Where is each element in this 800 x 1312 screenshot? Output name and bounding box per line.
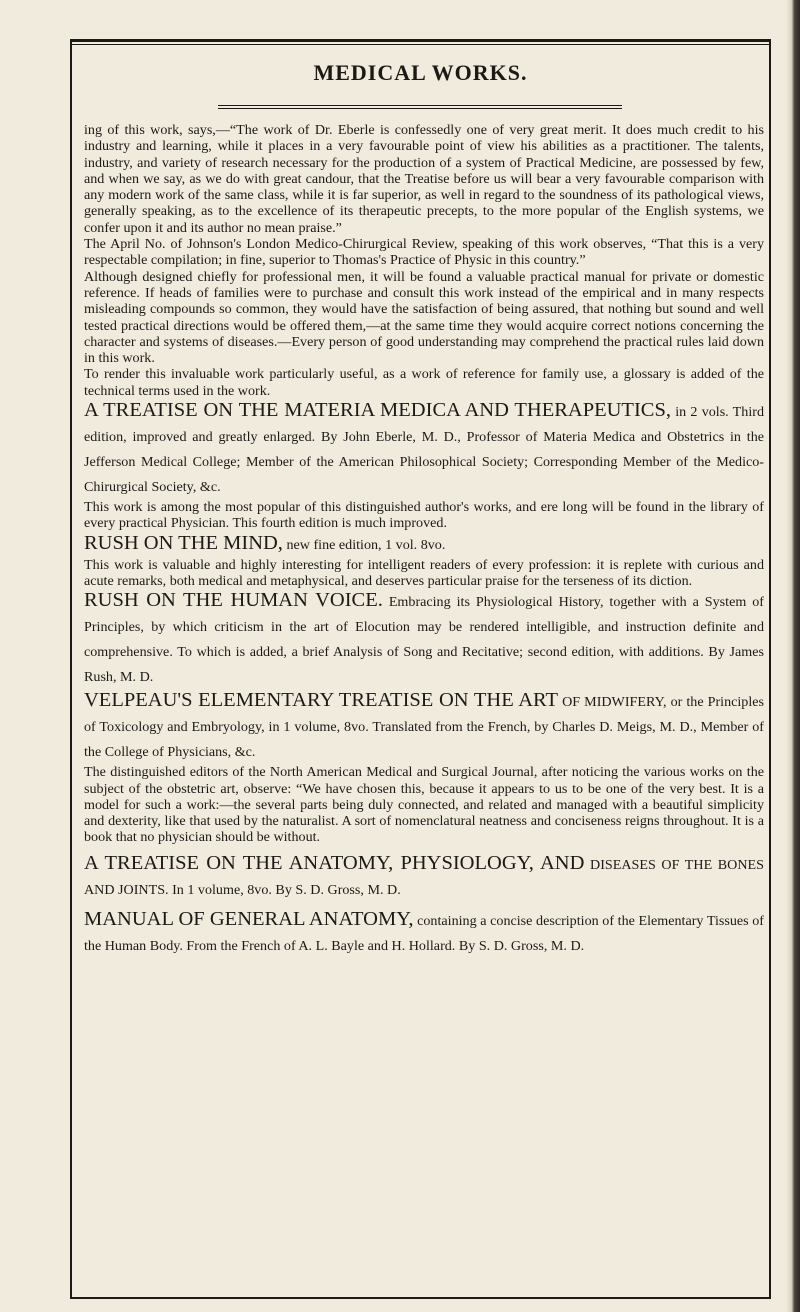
entry-detail: in 2 vols. Third edition, improved and greatly enlarged. By John Eberle, M. D., Professor of Materia Medica and Obstetrics in the Jefferson Medical College; Member of the American Philosophical Society; Corresponding Member of the Medico-Chirurgical Society, &c. (84, 404, 764, 496)
entry-note: This work is valuable and highly interesting for intelligent readers of every profession: it is replete with curious and acute remarks, both medical and metaphysical, and deserves particular praise for the terseness of its diction. (84, 556, 764, 589)
entry-title: RUSH ON THE HUMAN VOICE. (84, 589, 383, 612)
entry-note: This work is among the most popular of this distinguished author's works, and ere long will be found in the library of every practical Physician. This fourth edition is much improved. (84, 499, 764, 532)
title-underline (218, 105, 622, 106)
top-border-rule (70, 39, 770, 42)
entry-title: RUSH ON THE MIND, (84, 531, 283, 554)
entry-rush-voice (84, 589, 764, 689)
paragraph-glossary: To render this invaluable work particularly useful, as a work of reference for family use, a glossary is added of the technical terms used in the work. (84, 366, 764, 399)
entry-title: MANUAL OF GENERAL ANATOMY, (84, 907, 414, 930)
page-body (84, 122, 764, 958)
entry-title: VELPEAU'S ELEMENTARY TREATISE ON THE ART (84, 689, 559, 712)
bottom-border-rule (70, 1297, 771, 1299)
book-spine-shadow (786, 0, 800, 1312)
entry-rush-mind (84, 532, 764, 590)
right-border-rule (769, 39, 771, 1299)
entry-detail: DISEASES OF THE BONES AND JOINTS. In 1 volume, 8vo. By S. D. Gross, M. D. (84, 856, 764, 898)
entry-note: The distinguished editors of the North American Medical and Surgical Journal, after noticing the various works on the subject of the obstetric art, observe: “We have chosen this, because it appears to us to be one of the very best. It is a model for such a work:—the several parts being duly connected, and related and managed with a beautiful simplicity and dexterity, like that used by the naturalist. A sort of nomenclatural neatness and conciseness reigns throughout. It is a book that no physician should be without. (84, 764, 764, 846)
paragraph-usage: Although designed chiefly for professional men, it will be found a valuable practical manual for private or domestic reference. If heads of families were to purchase and consult this work instead of the empirical and in many respects misleading compounds so common, they would have the satisfaction of being assured, that nothing but sound and well tested practical directions would be offered them,—at the same time they would acquire correct notions concerning the character and systems of diseases.—Every person of good understanding may comprehend the practical rules laid down in this work. (84, 268, 764, 367)
entry-velpeau (84, 689, 764, 845)
entry-detail: OF MIDWIFERY, or the Principles of Toxicology and Embryology, in 1 volume, 8vo. Translated from the French, by Charles D. Meigs, M. D., Member of the College of Physicians, &c. (84, 694, 764, 761)
left-border-rule (70, 39, 72, 1299)
entry-detail: new fine edition, 1 vol. 8vo. (282, 536, 446, 553)
page-title: MEDICAL WORKS. (313, 60, 528, 85)
entry-materia-medica (84, 399, 764, 532)
paragraph-eberle-review: ing of this work, says,—“The work of Dr. Eberle is confessedly one of very great merit. It does much credit to his industry and learning, while it places in a very favourable point of view his abilities as a practitioner. The talents, industry, and variety of research necessary for the production of a system of Practical Medicine, are possessed by few, and when we say, as we do with great candour, that the Treatise before us will bear a very favourable comparison with any modern work of the same class, while it is far superior, as well in regard to the soundness of its pathological views, generally speaking, as to the excellence of its therapeutic precepts, to the more popular of the English systems, we confer upon it and its author no mean praise.” (84, 122, 764, 236)
entry-title: A TREATISE ON THE MATERIA MEDICA AND THERAPEUTICS, (84, 399, 671, 422)
top-border-rule-thin (70, 44, 770, 45)
entry-title: A TREATISE ON THE ANATOMY, PHYSIOLOGY, AND (84, 851, 585, 874)
title-underline-thin (218, 108, 622, 109)
entry-gross-bones (84, 852, 764, 902)
entry-general-anatomy (84, 908, 764, 958)
entry-detail: containing a concise description of the Elementary Tissues of the Human Body. From the French of A. L. Bayle and H. Hollard. By S. D. Gross, M. D. (84, 912, 765, 954)
paragraph-johnson-review: The April No. of Johnson's London Medico-Chirurgical Review, speaking of this work observes, “That this is a very respectable compilation; in fine, superior to Thomas's Practice of Physic in this country.” (84, 236, 764, 269)
entry-detail: Embracing its Physiological History, together with a System of Principles, by which criticism in the art of Elocution may be rendered intelligible, and instruction definite and comprehensive. To which is added, a brief Analysis of Song and Recitative; second edition, with additions. By James Rush, M. D. (84, 594, 764, 686)
